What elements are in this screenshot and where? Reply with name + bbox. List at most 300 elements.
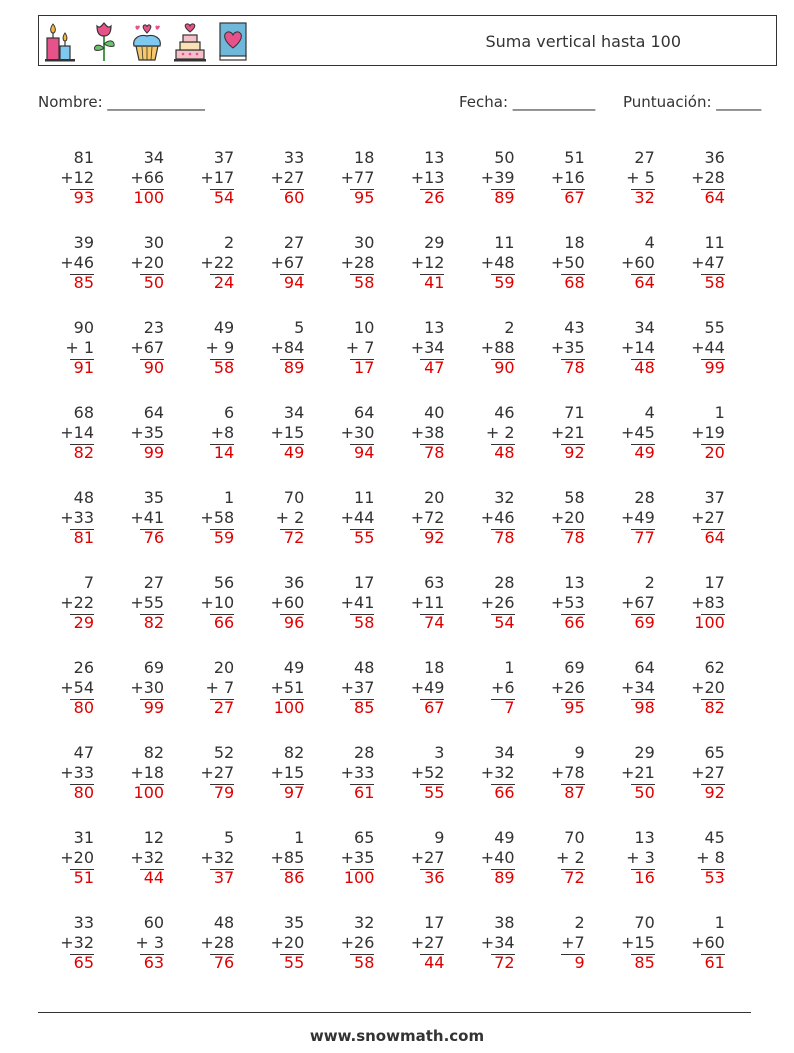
addition-problem [669,403,739,488]
addend-bottom: +26 [480,593,515,612]
addend-top: 49 [494,828,515,847]
addend-bottom: +20 [550,508,585,527]
addend-bottom: +48 [480,253,515,272]
answer: 72 [564,868,585,887]
addend-top: 20 [213,658,235,677]
answer: 50 [634,783,655,802]
addend-top: 17 [704,573,725,592]
addition-problem [388,318,458,403]
answer: 99 [143,443,165,462]
addend-top: 36 [704,148,725,167]
addend-top: 9 [434,828,445,847]
addend-bottom: + 3 [135,933,165,952]
addend-bottom: +27 [691,508,725,527]
answer: 61 [354,783,375,802]
answer: 16 [634,868,655,887]
answer: 86 [283,868,305,887]
answer: 90 [494,358,515,377]
addition-problem [599,488,669,573]
addend-top: 70 [634,913,655,932]
addition-problem [318,743,388,828]
answer: 49 [283,443,305,462]
addend-bottom: +15 [270,423,305,442]
addend-bottom: +77 [340,168,375,187]
header-icons [44,19,250,63]
answer: 98 [634,698,655,717]
addend-top: 55 [704,318,725,337]
answer: 44 [143,868,165,887]
addition-problem [178,828,248,913]
addition-problem [108,658,178,743]
addend-bottom: +51 [270,678,305,697]
addition-problem [318,828,388,913]
addition-problem [599,828,669,913]
addend-bottom: +41 [340,593,375,612]
date-field: Fecha: ___________ [459,93,596,111]
addition-problem [459,828,529,913]
addend-bottom: +15 [270,763,305,782]
addend-bottom: +67 [620,593,655,612]
answer: 66 [564,613,585,632]
addition-problem [529,318,599,403]
addend-top: 35 [283,913,305,932]
addition-problem [459,148,529,233]
answer: 64 [704,188,725,207]
addend-bottom: +41 [130,508,165,527]
addend-bottom: + 2 [485,423,515,442]
addition-problem [178,488,248,573]
answer: 20 [704,443,725,462]
addition-problem [178,233,248,318]
addend-top: 70 [564,828,585,847]
answer: 100 [133,188,165,207]
addend-bottom: +35 [130,423,165,442]
addend-bottom: +84 [270,338,305,357]
addition-problem [38,488,108,573]
addend-top: 4 [644,233,655,252]
addition-problem [108,403,178,488]
addition-problem [318,233,388,318]
answer: 47 [424,358,445,377]
answer: 48 [494,443,515,462]
score-field: Puntuación: ______ [623,93,762,111]
addend-top: 82 [143,743,165,762]
addition-problem [669,233,739,318]
addend-bottom: +60 [270,593,305,612]
addition-problem [599,913,669,998]
addend-top: 34 [283,403,305,422]
addition-problem [388,233,458,318]
addend-top: 4 [644,403,655,422]
answer: 67 [424,698,445,717]
addition-problem [38,233,108,318]
addition-problem [248,233,318,318]
addend-bottom: +20 [60,848,94,867]
answer: 87 [564,783,585,802]
addend-top: 34 [143,148,165,167]
addition-problem [388,913,458,998]
addend-bottom: +20 [691,678,725,697]
addend-bottom: +46 [60,253,94,272]
addend-top: 81 [73,148,94,167]
addition-problem [318,573,388,658]
addition-problem [669,828,739,913]
answer: 82 [704,698,725,717]
addend-top: 65 [354,828,375,847]
answer: 17 [354,358,375,377]
addend-bottom: +27 [270,168,305,187]
addend-bottom: +32 [480,763,515,782]
addend-top: 2 [224,233,235,252]
addend-top: 34 [634,318,655,337]
addition-problem [599,658,669,743]
answer: 59 [494,273,515,292]
addend-bottom: +28 [340,253,375,272]
addend-top: 30 [354,233,375,252]
answer: 90 [143,358,165,377]
answer: 78 [564,358,585,377]
addend-top: 2 [644,573,655,592]
answer: 72 [494,953,515,972]
addition-problem [599,148,669,233]
addend-top: 28 [494,573,515,592]
answer: 27 [213,698,235,717]
addition-problem [669,913,739,998]
addend-bottom: +32 [200,848,235,867]
addition-problem [38,828,108,913]
addition-problem [178,743,248,828]
addend-top: 35 [143,488,165,507]
addend-top: 5 [224,828,235,847]
answer: 74 [424,613,445,632]
answer: 29 [73,613,94,632]
answer: 92 [564,443,585,462]
addition-problem [108,913,178,998]
addition-problem [669,658,739,743]
addend-bottom: +14 [620,338,655,357]
candles-icon [44,20,78,62]
addition-problem [248,913,318,998]
addend-top: 62 [704,658,725,677]
answer: 50 [143,273,165,292]
addend-bottom: +83 [691,593,725,612]
answer: 79 [213,783,235,802]
addend-bottom: +16 [550,168,585,187]
addend-top: 20 [424,488,445,507]
answer: 61 [704,953,725,972]
addend-top: 33 [283,148,305,167]
addition-problem [38,148,108,233]
addend-bottom: +52 [410,763,445,782]
addend-bottom: + 2 [275,508,305,527]
answer: 78 [494,528,515,547]
answer: 67 [564,188,585,207]
addition-problem [318,148,388,233]
addition-problem [248,148,318,233]
addition-problem [529,488,599,573]
addend-top: 64 [634,658,655,677]
addend-bottom: +10 [200,593,235,612]
addend-top: 48 [73,488,94,507]
addend-bottom: +67 [130,338,165,357]
addition-problem [388,403,458,488]
addition-problem [178,318,248,403]
addend-bottom: +19 [691,423,725,442]
addend-top: 11 [704,233,725,252]
addend-bottom: +32 [60,933,94,952]
addend-bottom: +11 [410,593,445,612]
addend-top: 2 [504,318,515,337]
addition-problem [38,658,108,743]
addend-top: 6 [224,403,235,422]
addition-problem [248,318,318,403]
addend-top: 69 [564,658,585,677]
addition-problem [388,743,458,828]
answer: 80 [73,698,94,717]
addend-top: 71 [564,403,585,422]
addend-top: 1 [714,913,725,932]
addition-problem [388,573,458,658]
addition-problem [529,233,599,318]
worksheet-title: Suma vertical hasta 100 [485,32,681,51]
addend-bottom: +33 [60,763,94,782]
addition-problem [178,403,248,488]
addition-problem [529,828,599,913]
answer: 9 [574,953,585,972]
addend-top: 23 [143,318,165,337]
addend-bottom: +30 [130,678,165,697]
rose-icon [87,20,121,62]
answer: 85 [634,953,655,972]
addend-top: 7 [83,573,94,592]
answer: 32 [634,188,655,207]
addend-top: 11 [494,233,515,252]
addend-bottom: +58 [200,508,235,527]
answer: 54 [213,188,235,207]
addend-bottom: +88 [480,338,515,357]
answer: 95 [354,188,375,207]
addend-bottom: +15 [620,933,655,952]
addition-problem [248,658,318,743]
addend-top: 37 [704,488,725,507]
answer: 89 [494,868,515,887]
answer: 82 [73,443,94,462]
addend-bottom: +55 [130,593,165,612]
addend-bottom: +60 [620,253,655,272]
answer: 55 [354,528,375,547]
addend-top: 51 [564,148,585,167]
addition-problem [108,488,178,573]
answer: 92 [704,783,725,802]
addition-problem [669,318,739,403]
answer: 78 [424,443,445,462]
addend-top: 2 [574,913,585,932]
addend-top: 1 [714,403,725,422]
addend-top: 90 [73,318,94,337]
addition-problem [178,658,248,743]
addition-problem [108,573,178,658]
answer: 94 [283,273,305,292]
addend-top: 38 [494,913,515,932]
addend-bottom: +38 [410,423,445,442]
answer: 89 [494,188,515,207]
answer: 41 [424,273,445,292]
answer: 58 [213,358,235,377]
addition-problem [388,148,458,233]
answer: 59 [213,528,235,547]
addition-problem [108,743,178,828]
addend-top: 27 [634,148,655,167]
addition-problem [529,658,599,743]
answer: 78 [564,528,585,547]
addition-problem [459,318,529,403]
addend-top: 33 [73,913,94,932]
addition-problem [599,318,669,403]
addend-top: 17 [354,573,375,592]
addend-top: 27 [143,573,165,592]
answer: 81 [73,528,94,547]
addend-top: 18 [354,148,375,167]
addition-problem [459,658,529,743]
addition-problem [38,743,108,828]
addend-top: 56 [213,573,235,592]
addend-top: 26 [73,658,94,677]
answer: 64 [634,273,655,292]
addend-top: 60 [143,913,165,932]
addition-problem [38,403,108,488]
answer: 63 [143,953,165,972]
addition-problem [529,913,599,998]
addend-bottom: +85 [270,848,305,867]
addend-top: 64 [354,403,375,422]
addition-problem [459,743,529,828]
answer: 76 [213,953,235,972]
addend-top: 64 [143,403,165,422]
addend-top: 47 [73,743,94,762]
answer: 60 [283,188,305,207]
addend-bottom: +72 [410,508,445,527]
answer: 100 [343,868,375,887]
addend-bottom: +49 [620,508,655,527]
answer: 77 [634,528,655,547]
addend-top: 1 [224,488,235,507]
addend-bottom: +50 [550,253,585,272]
addend-top: 46 [494,403,515,422]
addend-bottom: + 7 [345,338,375,357]
addend-bottom: +22 [60,593,94,612]
addend-top: 40 [424,403,445,422]
addition-problem [669,573,739,658]
addend-bottom: +27 [200,763,235,782]
answer: 93 [73,188,94,207]
addend-bottom: +12 [60,168,94,187]
addend-bottom: +27 [410,848,445,867]
addend-bottom: +26 [550,678,585,697]
answer: 53 [704,868,725,887]
addend-bottom: + 1 [65,338,94,357]
addend-top: 10 [354,318,375,337]
addend-bottom: +67 [270,253,305,272]
addition-problem [599,403,669,488]
addend-bottom: +27 [691,763,725,782]
answer: 100 [133,783,165,802]
addition-problem [459,573,529,658]
addend-bottom: +39 [480,168,515,187]
addend-top: 45 [704,828,725,847]
answer: 85 [73,273,94,292]
addition-problem [178,913,248,998]
addend-top: 29 [424,233,445,252]
addend-top: 68 [73,403,94,422]
addend-bottom: +8 [210,423,235,442]
addend-bottom: +78 [550,763,585,782]
addend-bottom: +32 [130,848,165,867]
answer: 49 [634,443,655,462]
addition-problem [108,148,178,233]
answer: 64 [704,528,725,547]
footer-website: www.snowmath.com [309,1027,485,1045]
problem-grid [38,148,771,998]
addend-top: 29 [634,743,655,762]
addend-bottom: +60 [691,933,725,952]
addition-problem [178,573,248,658]
answer: 97 [283,783,305,802]
addition-problem [459,403,529,488]
answer: 99 [704,358,725,377]
addition-problem [388,658,458,743]
addition-problem [318,658,388,743]
addition-problem [248,743,318,828]
addend-bottom: +34 [620,678,655,697]
addend-bottom: + 5 [626,168,655,187]
addend-bottom: +28 [200,933,235,952]
addend-bottom: +6 [490,678,515,697]
addition-problem [599,743,669,828]
addend-bottom: +18 [130,763,165,782]
answer: 96 [283,613,305,632]
addend-bottom: +14 [60,423,94,442]
addend-top: 49 [213,318,235,337]
answer: 94 [354,443,375,462]
answer: 26 [424,188,445,207]
addend-top: 28 [354,743,375,762]
addition-problem [178,148,248,233]
addend-top: 32 [354,913,375,932]
answer: 48 [634,358,655,377]
addend-bottom: +44 [691,338,725,357]
addend-bottom: +66 [130,168,165,187]
addend-top: 9 [574,743,585,762]
addend-top: 5 [294,318,305,337]
addition-problem [318,318,388,403]
addend-top: 17 [424,913,445,932]
addend-bottom: +54 [60,678,94,697]
answer: 58 [354,273,375,292]
addend-bottom: +7 [561,933,585,952]
answer: 72 [283,528,305,547]
addend-bottom: + 2 [555,848,585,867]
answer: 100 [273,698,305,717]
addend-top: 65 [704,743,725,762]
addition-problem [318,488,388,573]
answer: 44 [424,953,445,972]
answer: 80 [73,783,94,802]
answer: 69 [634,613,655,632]
addend-top: 12 [143,828,165,847]
answer: 54 [494,613,515,632]
addend-top: 18 [424,658,445,677]
addition-problem [459,913,529,998]
